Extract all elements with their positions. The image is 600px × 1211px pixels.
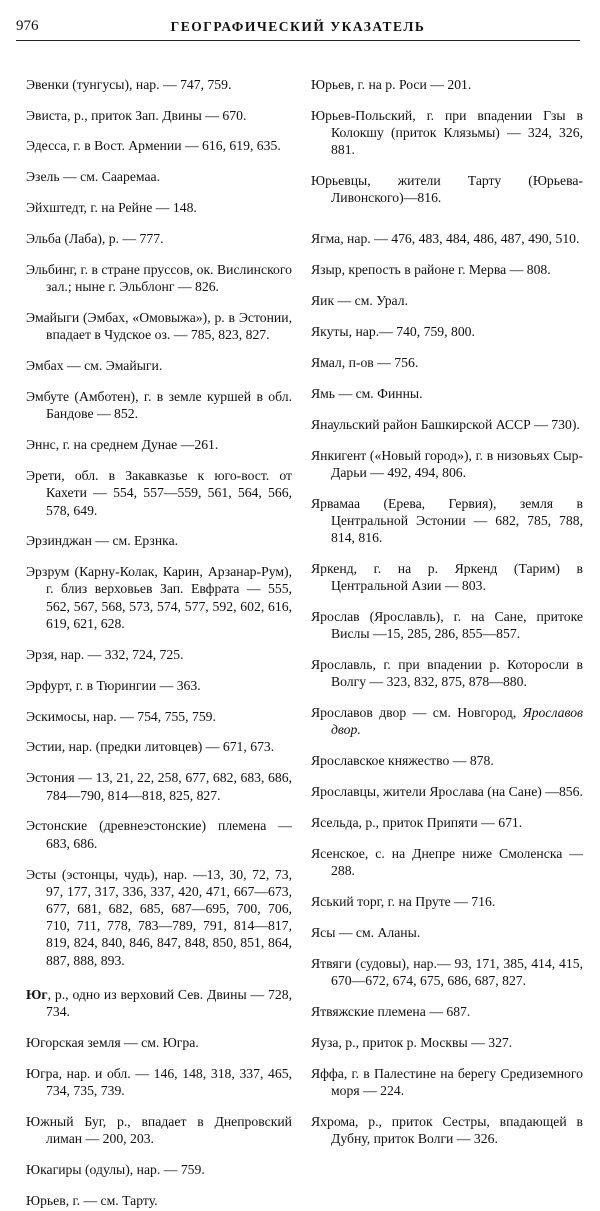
index-entry: Эстония — 13, 21, 22, 258, 677, 682, 683, 686, 784—790, 814—818, 825, 827. <box>26 770 292 803</box>
index-entry: Яик — см. Урал. <box>311 293 408 309</box>
index-entry: Ярославль, г. при впадении р. Которосли в Волгу — 323, 832, 875, 878—880. <box>311 657 583 690</box>
index-entry: Эстии, нар. (предки литовцев) — 671, 673. <box>26 739 275 755</box>
index-entry: Янкигент («Новый город»), г. в низовьях Сыр-Дарьи — 492, 494, 806. <box>311 447 583 480</box>
index-entry: Ясы — см. Аланы. <box>311 924 421 940</box>
index-entry: Ярослав (Ярославль), г. на Сане, притоке Вислы —15, 285, 286, 855—857. <box>311 609 583 642</box>
index-entry: Эстонские (древнеэстонские) племена — 683, 686. <box>26 818 292 851</box>
right-column <box>311 62 583 1149</box>
index-entry: Ярвамаа (Ерева, Гервия), земля в Центральной Эстонии — 682, 785, 788, 814, 816. <box>311 495 583 546</box>
index-entry: Юрьев, г. — см. Тарту. <box>26 1192 158 1208</box>
index-entry: Эскимосы, нар. — 754, 755, 759. <box>26 708 216 724</box>
index-entry: Южный Буг, р., впадает в Днепровский лиман — 200, 203. <box>26 1113 292 1147</box>
index-entry: Эннс, г. на среднем Дунае —261. <box>26 437 219 453</box>
index-entry: Ясенское, с. на Днепре ниже Смоленска — 288. <box>311 845 583 879</box>
index-entry: Эрзя, нар. — 332, 724, 725. <box>26 646 184 662</box>
index-entry: Эдесса, г. в Вост. Армении — 616, 619, 635. <box>26 138 281 154</box>
index-entry: Яхрома, р., приток Сестры, впадающей в Дубну, приток Волги — 326. <box>311 1113 583 1146</box>
index-entry: Ярославцы, жители Ярослава (на Сане) —856. <box>311 784 583 800</box>
index-entry: Янаульский район Башкирской АССР — 730). <box>311 416 580 432</box>
entry-body: , р., одно из верховий Сев. Двины — 728, 734. <box>46 986 292 1019</box>
index-entry <box>311 704 583 738</box>
index-entry: Эмайыги (Эмбах, «Омовыжа»), р. в Эстонии, впадает в Чудское оз. — 785, 823, 827. <box>26 310 292 343</box>
entry-headword: Юг <box>26 986 48 1002</box>
index-entry: Юрьев, г. на р. Роси — 201. <box>311 76 472 92</box>
index-entry: Ясельда, р., приток Припяти — 671. <box>311 815 523 831</box>
index-entry: Ярославское княжество — 878. <box>311 753 494 769</box>
index-entry: Юрьев-Польский, г. при впадении Гзы в Колокшу (приток Клязьмы) — 324, 326, 881. <box>311 107 583 157</box>
index-entry: Ятвяжские племена — 687. <box>311 1003 471 1019</box>
index-entry: Эрфурт, г. в Тюрингии — 363. <box>26 677 201 693</box>
index-entry: Ягма, нар. — 476, 483, 484, 486, 487, 490, 510. <box>311 231 580 247</box>
index-entry <box>26 986 292 1020</box>
index-entry: Эрети, обл. в Закавказье к юго-вост. от Кахети — 554, 557—559, 561, 564, 566, 578, 649. <box>26 468 292 518</box>
index-entry: Ямь — см. Финны. <box>311 385 423 401</box>
index-entry: Языр, крепость в районе г. Мерва — 808. <box>311 262 551 278</box>
index-entry: Югорская земля — см. Югра. <box>26 1034 199 1050</box>
index-entry: Яффа, г. в Палестине на берегу Средиземного моря — 224. <box>311 1065 583 1098</box>
index-entry: Эмбуте (Амботен), г. в земле куршей в обл. Бандове — 852. <box>26 389 292 422</box>
index-entry: Эвенки (тунгусы), нар. — 747, 759. <box>26 76 232 92</box>
left-column <box>26 62 292 1211</box>
entry-body: Ярославов двор — см. Новгород, <box>311 705 523 721</box>
index-entry: Эрзинджан — см. Ерзнка. <box>26 533 179 549</box>
header-rule <box>16 40 580 41</box>
entry-italic-ref: Ярославов двор. <box>331 705 583 738</box>
index-entry: Яський торг, г. на Пруте — 716. <box>311 894 496 910</box>
index-entry: Яуза, р., приток р. Москвы — 327. <box>311 1034 513 1050</box>
index-entry: Эвиста, р., приток Зап. Двины — 670. <box>26 107 247 123</box>
page-header <box>16 14 580 38</box>
index-entry: Эльбинг, г. в стране пруссов, ок. Вислинского зал.; ныне г. Эльблонг — 826. <box>26 262 292 295</box>
index-entry: Яркенд, г. на р. Яркенд (Тарим) в Центральной Азии — 803. <box>311 560 583 594</box>
page-number: 976 <box>16 18 39 34</box>
running-title: ГЕОГРАФИЧЕСКИЙ УКАЗАТЕЛЬ <box>170 19 426 34</box>
index-entry: Юкагиры (одулы), нар. — 759. <box>26 1161 205 1177</box>
index-entry: Эзель — см. Сааремаа. <box>26 169 161 185</box>
index-entry: Юрьевцы, жители Тарту (Юрьева-Ливонского)—816. <box>311 172 583 206</box>
index-entry: Эрзрум (Карну-Колак, Карин, Арзанар-Рум), г. близ верховьев Зап. Евфрата — 555, 562, 567, 568, 573, 574, 577, 592, 602, 616, 619, 621, 628. <box>26 564 292 631</box>
index-entry: Эйхштедт, г. на Рейне — 148. <box>26 200 197 216</box>
index-entry: Эльба (Лаба), р. — 777. <box>26 231 164 247</box>
index-entry: Югра, нар. и обл. — 146, 148, 318, 337, 465, 734, 735, 739. <box>26 1065 292 1098</box>
index-entry: Якуты, нар.— 740, 759, 800. <box>311 323 475 339</box>
index-entry: Эсты (эстонцы, чудь), нар. —13, 30, 72, 73, 97, 177, 317, 336, 337, 420, 471, 667—673, 677, 681, 682, 685, 687—695, 700, 706, 710, 711, 778, 783—789, 791, 814—817, 819, 824, 840, 846, 847, 848, 850, 851, 864, 887, 888, 893. <box>26 866 292 968</box>
index-entry: Эмбах — см. Эмайыги. <box>26 358 163 374</box>
index-entry: Ятвяги (судовы), нар.— 93, 171, 385, 414, 415, 670—672, 674, 675, 686, 687, 827. <box>311 955 583 989</box>
index-entry: Ямал, п-ов — 756. <box>311 354 419 370</box>
